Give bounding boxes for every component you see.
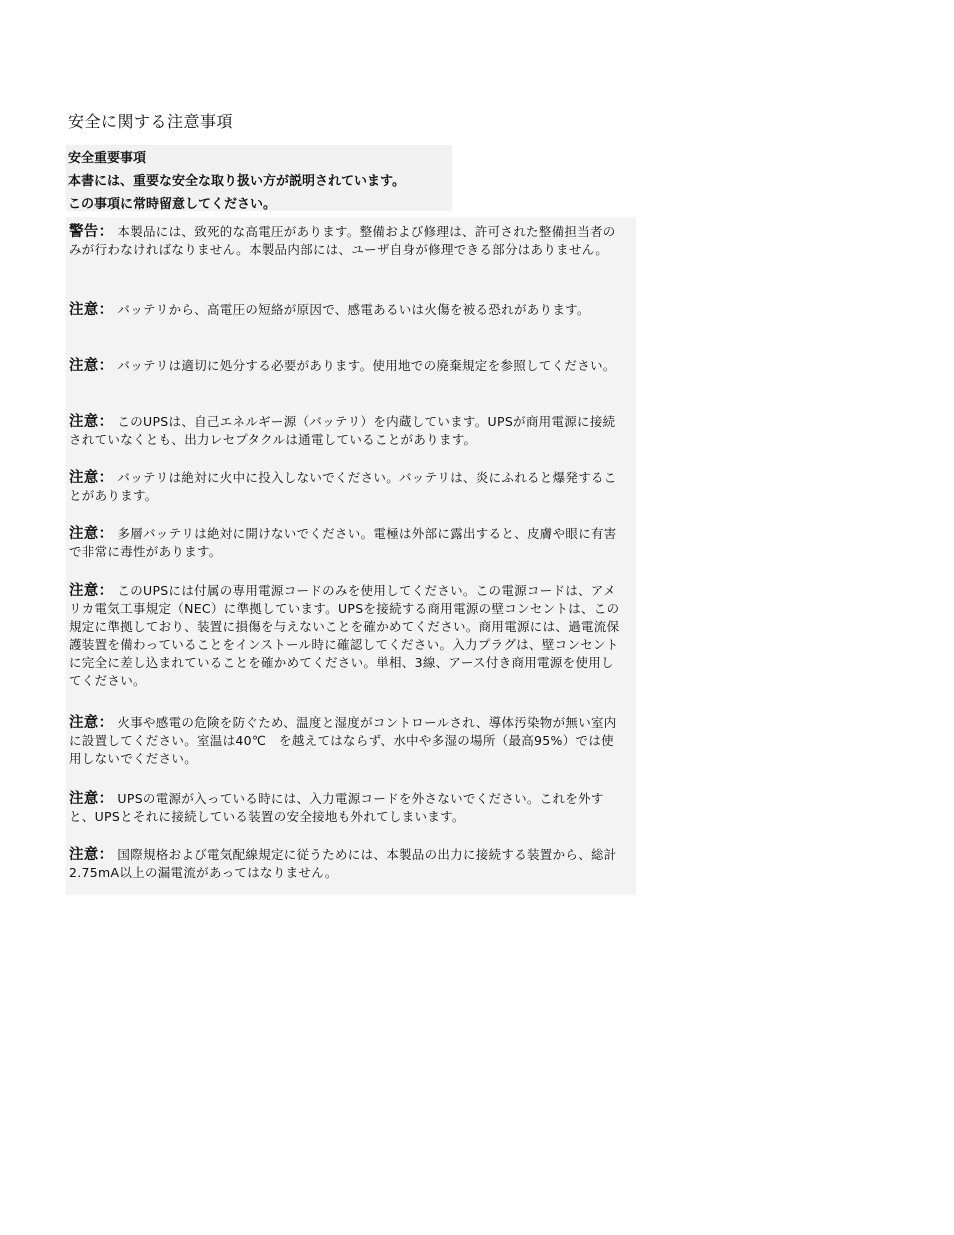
warning-high-voltage bbox=[69, 223, 626, 259]
caution-installation-environment bbox=[69, 714, 626, 768]
important-safety-box bbox=[66, 145, 452, 211]
warnings-section bbox=[66, 217, 636, 895]
caution-label: 注意： bbox=[69, 358, 114, 374]
caution-label: 注意： bbox=[69, 791, 114, 807]
caution-battery-short bbox=[69, 301, 626, 319]
important-statement: 本書には、重要な安全な取り扱い方が説明されています。 bbox=[68, 174, 405, 189]
caution-label: 注意： bbox=[69, 715, 114, 731]
caution-text: バッテリは適切に処分する必要があります。使用地での廃棄規定を参照してください。 bbox=[117, 358, 616, 373]
caution-power-cord bbox=[69, 582, 626, 690]
caution-battery-disposal bbox=[69, 357, 626, 375]
caution-label: 注意： bbox=[69, 526, 114, 542]
caution-text: このUPSには付属の専用電源コードのみを使用してください。この電源コードは、アメリカ電気工事規定（NEC）に準拠しています。UPSを接続する商用電源の壁コンセントは、この規定に準拠しており、装置に損傷を与えないことを確かめてください。商用電源には、過電流保護装置を備わっていることをインストール時に確認してください。入力プラグは、壁コンセントに完全に差し込まれていることを確かめてください。単相、3線、アース付き商用電源を使用してください。 bbox=[69, 583, 620, 688]
important-heading: 安全重要事項 bbox=[68, 151, 147, 166]
warning-label: 警告： bbox=[69, 224, 114, 240]
caution-text: UPSの電源が入っている時には、入力電源コードを外さないでください。これを外すと、UPSとそれに接続している装置の安全接地も外れてしまいます。 bbox=[69, 791, 604, 824]
caution-label: 注意： bbox=[69, 302, 114, 318]
caution-label: 注意： bbox=[69, 470, 114, 486]
important-reminder: この事項に常時留意してください。 bbox=[68, 197, 277, 212]
caution-text: 火事や感電の危険を防ぐため、温度と湿度がコントロールされ、導体汚染物が無い室内に設置してください。室温は40℃ を越えてはならず、水中や多湿の場所（最高95%）では使用しないでください。 bbox=[69, 715, 617, 766]
caution-battery-fire bbox=[69, 469, 626, 505]
caution-text: このUPSは、自己エネルギー源（バッテリ）を内蔵しています。UPSが商用電源に接続されていなくとも、出力レセプタクルは通電していることがあります。 bbox=[69, 414, 616, 447]
caution-label: 注意： bbox=[69, 847, 114, 863]
caution-text: バッテリは絶対に火中に投入しないでください。バッテリは、炎にふれると爆発することがあります。 bbox=[69, 470, 617, 503]
caution-internal-energy bbox=[69, 413, 626, 449]
caution-label: 注意： bbox=[69, 583, 114, 599]
caution-text: 多層バッテリは絶対に開けないでください。電極は外部に露出すると、皮膚や眼に有害で非常に毒性があります。 bbox=[69, 526, 617, 559]
warning-text: 本製品には、致死的な高電圧があります。整備および修理は、許可された整備担当者のみが行わなければなりません。本製品内部には、ユーザ自身が修理できる部分はありません。 bbox=[69, 224, 616, 257]
caution-text: バッテリから、高電圧の短絡が原因で、感電あるいは火傷を被る恐れがあります。 bbox=[117, 302, 590, 317]
page-title: 安全に関する注意事項 bbox=[68, 112, 234, 131]
caution-text: 国際規格および電気配線規定に従うためには、本製品の出力に接続する装置から、総計2.75mA以上の漏電流があってはなりません。 bbox=[69, 847, 617, 880]
caution-input-cord bbox=[69, 790, 626, 826]
caution-label: 注意： bbox=[69, 414, 114, 430]
caution-leakage-current bbox=[69, 846, 626, 882]
caution-battery-open bbox=[69, 525, 626, 561]
